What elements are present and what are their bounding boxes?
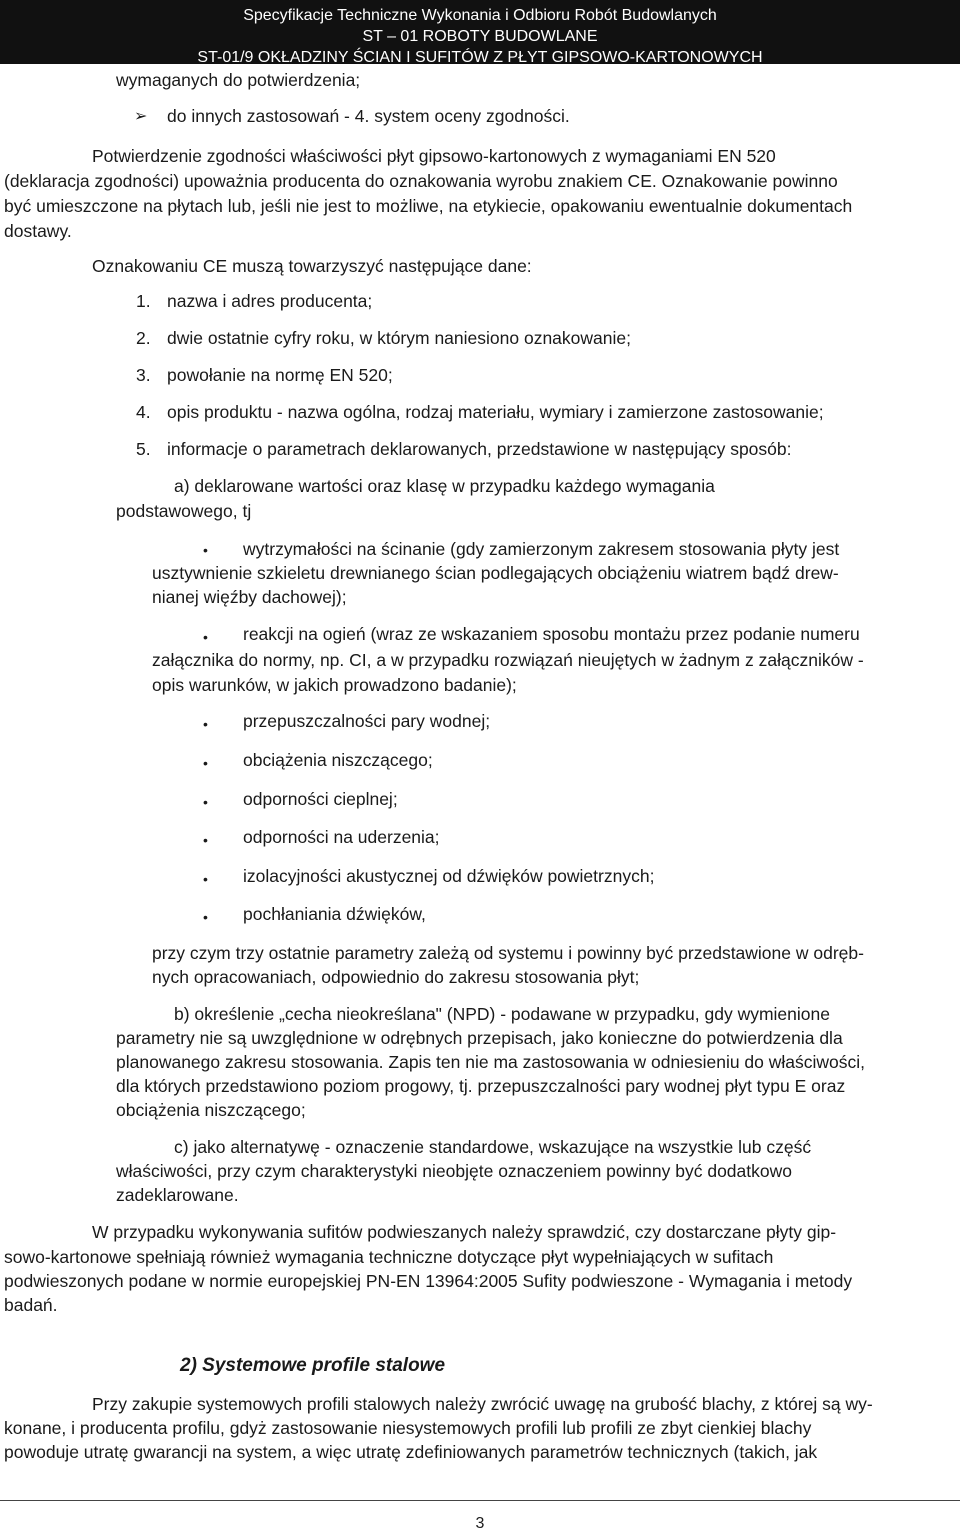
list-item: powołanie na normę EN 520; [167, 365, 393, 385]
page-body [0, 64, 960, 1539]
bullet-icon: • [203, 794, 208, 810]
bullet-line: wytrzymałości na ścinanie (gdy zamierzonym zakresem stosowania płyty jest [243, 539, 840, 559]
item-c-line: c) jako alternatywę - oznaczenie standardowe, wskazujące na wszystkie lub część [174, 1137, 812, 1157]
bullet-icon: • [203, 832, 208, 848]
paragraph-line: badań. [4, 1295, 58, 1315]
paragraph-line: W przypadku wykonywania sufitów podwieszanych należy sprawdzić, czy dostarczane płyty gip- [92, 1222, 837, 1242]
list-number: 1. [136, 291, 151, 311]
bullet-line: pochłaniania dźwięków, [243, 904, 426, 924]
item-b-line: b) określenie „cecha nieokreślana" (NPD) - podawane w przypadku, gdy wymienione [174, 1004, 830, 1024]
page-number: 3 [475, 1515, 485, 1532]
paragraph-line: nych opracowaniach, odpowiednio do zakresu stosowania płyt; [152, 967, 640, 987]
bullet-line: odporności cieplnej; [243, 789, 398, 809]
document-header [0, 0, 960, 64]
paragraph-line: być umieszczone na płytach lub, jeśli nie jest to możliwe, na etykiecie, opakowaniu ewentualnie dokumentach [4, 196, 853, 216]
bullet-icon: • [203, 629, 208, 645]
paragraph-line: powoduje utratę gwarancji na system, a więc utratę zdefiniowanych parametrów technicznych (takich, jak [4, 1442, 818, 1462]
list-item: dwie ostatnie cyfry roku, w którym naniesiono oznakowanie; [167, 328, 631, 348]
ce-intro: Oznakowaniu CE muszą towarzyszyć następujące dane: [92, 256, 532, 276]
item-b-line: obciążenia niszczącego; [116, 1100, 306, 1120]
paragraph-line: Potwierdzenie zgodności właściwości płyt gipsowo-kartonowych z wymaganiami EN 520 [92, 146, 776, 166]
arrow-item: do innych zastosowań - 4. system oceny zgodności. [167, 106, 570, 126]
bullet-line: przepuszczalności pary wodnej; [243, 711, 491, 731]
item-a-line: podstawowego, tj [116, 501, 252, 521]
bullet-line: odporności na uderzenia; [243, 827, 440, 847]
intro-line: wymaganych do potwierdzenia; [116, 70, 361, 90]
bullet-line: izolacyjności akustycznej od dźwięków powietrznych; [243, 866, 655, 886]
list-number: 2. [136, 328, 151, 348]
bullet-line: załącznika do normy, np. CI, a w przypadku rozwiązań nieujętych w żadnym z załączników - [152, 650, 864, 670]
item-c-line: właściwości, przy czym charakterystyki nieobjęte oznaczeniem powinny być dodatkowo [116, 1161, 792, 1181]
list-number: 4. [136, 402, 151, 422]
list-item: nazwa i adres producenta; [167, 291, 373, 311]
item-c-line: zadeklarowane. [116, 1185, 239, 1205]
bullet-icon: • [203, 871, 208, 887]
paragraph-line: przy czym trzy ostatnie parametry zależą od systemu i powinny być przedstawione w odręb- [152, 943, 864, 963]
bullet-line: obciążenia niszczącego; [243, 750, 433, 770]
bullet-line: nianej więźby dachowej); [152, 587, 347, 607]
header-subsection: ST-01/9 OKŁADZINY ŚCIAN I SUFITÓW Z PŁYT GIPSOWO-KARTONOWYCH [197, 49, 763, 66]
bullet-icon: • [203, 542, 208, 558]
item-b-line: dla których przedstawiono poziom progowy, tj. przepuszczalności pary wodnej płyt typu E oraz [116, 1076, 846, 1096]
header-title: Specyfikacje Techniczne Wykonania i Odbioru Robót Budowlanych [243, 7, 717, 24]
paragraph-line: sowo-kartonowe spełniają również wymagania techniczne dotyczące płyt wypełniających w sufitach [4, 1247, 774, 1267]
bullet-line: usztywnienie szkieletu drewnianego ścian podlegających obciążeniu wiatrem bądź drew- [152, 563, 839, 583]
bullet-icon: • [203, 755, 208, 771]
list-item: opis produktu - nazwa ogólna, rodzaj materiału, wymiary i zamierzone zastosowanie; [167, 402, 824, 422]
arrow-bullet-icon: ➢ [134, 108, 148, 125]
paragraph-line: dostawy. [4, 221, 72, 241]
list-number: 3. [136, 365, 151, 385]
bullet-line: opis warunków, w jakich prowadzono badanie); [152, 675, 517, 695]
item-a-line: a) deklarowane wartości oraz klasę w przypadku każdego wymagania [174, 476, 715, 496]
list-item: informacje o parametrach deklarowanych, przedstawione w następujący sposób: [167, 439, 792, 459]
item-b-line: parametry nie są uwzględnione w odrębnych przepisach, jako konieczne do potwierdzenia dla [116, 1028, 843, 1048]
list-number: 5. [136, 439, 151, 459]
bullet-icon: • [203, 909, 208, 925]
footer-divider [0, 1500, 960, 1501]
header-section: ST – 01 ROBOTY BUDOWLANE [362, 28, 598, 45]
paragraph-line: Przy zakupie systemowych profili stalowych należy zwrócić uwagę na grubość blachy, z której są wy- [92, 1394, 873, 1414]
paragraph-line: konane, i producenta profilu, gdyż zastosowanie niesystemowych profili lub profili ze zbyt cienkiej blachy [4, 1418, 812, 1438]
paragraph-line: (deklaracja zgodności) upoważnia producenta do oznakowania wyrobu znakiem CE. Oznakowanie powinno [4, 171, 838, 191]
bullet-icon: • [203, 716, 208, 732]
bullet-line: reakcji na ogień (wraz ze wskazaniem sposobu montażu przez podanie numeru [243, 624, 860, 644]
item-b-line: planowanego zakresu stosowania. Zapis ten nie ma zastosowania w odniesieniu do właściwości, [116, 1052, 866, 1072]
section-heading: 2) Systemowe profile stalowe [180, 1355, 446, 1376]
paragraph-line: podwieszonych podane w normie europejskiej PN-EN 13964:2005 Sufity podwieszone - Wymagania i metody [4, 1271, 853, 1291]
